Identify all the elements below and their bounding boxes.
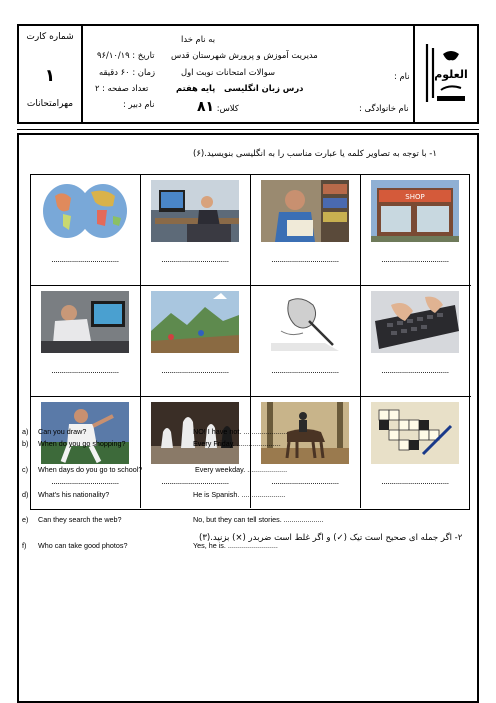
item-letter: a) <box>22 427 29 436</box>
question-1-title: ۱- با توجه به تصاویر کلمه یا عبارت مناسب را به انگلیسی بنویسید.(۶) <box>193 149 437 159</box>
picture-cell <box>141 286 251 397</box>
class-field <box>197 99 239 115</box>
item-question: When days do you go to school? <box>38 465 143 474</box>
item-letter: d) <box>22 490 29 499</box>
logo-box <box>413 26 477 122</box>
student-name-field: نام : <box>394 71 410 81</box>
answer-blank[interactable]: ................................. <box>161 477 229 486</box>
header-divider <box>17 129 479 130</box>
item-answer[interactable]: He is Spanish. ...................... <box>193 490 286 499</box>
travel-landscape-image <box>151 291 239 353</box>
school-logo-icon <box>421 38 471 110</box>
hands-typing-keyboard-image <box>371 291 459 353</box>
item-answer[interactable]: NO! I have not. ...................... <box>193 427 288 436</box>
item-letter: c) <box>22 465 28 474</box>
subject-grade <box>176 83 304 93</box>
item-answer[interactable]: Every weekday. .................... <box>195 465 288 474</box>
answer-blank[interactable]: ................................. <box>381 255 449 264</box>
item-letter: b) <box>22 439 29 448</box>
grade-name: پایه هفتم <box>176 83 216 93</box>
answer-blank[interactable]: ................................. <box>381 366 449 375</box>
item-answer[interactable]: Yes, he is. ......................... <box>193 541 278 550</box>
answer-blank[interactable]: ................................. <box>271 255 339 264</box>
exam-header <box>17 24 479 124</box>
card-number-box <box>19 26 83 122</box>
answer-blank[interactable]: ................................. <box>271 366 339 375</box>
question-2-title: ۲- اگر جمله ای صحیح است تیک (✓) و اگر غلط است ضربدر (×) بزنید.(۳) <box>199 533 463 543</box>
card-number: ۱ <box>44 66 56 86</box>
picture-grid <box>30 174 470 510</box>
teacher-name-field: نام دبیر : <box>123 99 155 109</box>
exam-date: تاریخ : ۹۶/۱۰/۱۹ <box>97 50 155 60</box>
picture-cell <box>361 397 471 508</box>
shop-sign-text: SHOP <box>405 193 425 201</box>
family-name-field: نام خانوادگی : <box>359 103 409 113</box>
answer-blank[interactable]: ................................. <box>51 366 119 375</box>
picture-cell <box>31 286 141 397</box>
answer-blank[interactable]: ................................. <box>161 255 229 264</box>
boy-reading-book-image <box>261 180 349 242</box>
logo-lettering: العلوم <box>434 68 468 81</box>
answer-blank[interactable]: ................................. <box>51 255 119 264</box>
item-question: Can you draw? <box>38 427 87 436</box>
picture-cell <box>31 175 141 286</box>
world-map-image <box>41 180 129 242</box>
item-letter: f) <box>22 541 27 550</box>
answer-blank[interactable]: ................................. <box>51 477 119 486</box>
item-question: Who can take good photos? <box>38 541 128 550</box>
picture-cell <box>251 175 361 286</box>
picture-cell <box>361 286 471 397</box>
item-answer[interactable]: No, but they can tell stories. .................... <box>193 515 324 524</box>
answer-blank[interactable]: ................................. <box>381 477 449 486</box>
answer-blank[interactable]: ................................. <box>271 477 339 486</box>
class-label: کلاس: <box>216 103 239 113</box>
item-answer[interactable]: Every Friday. ...................... <box>193 439 281 448</box>
answer-blank[interactable]: ................................. <box>161 366 229 375</box>
man-at-computer-image <box>151 180 239 242</box>
picture-cell <box>251 286 361 397</box>
card-number-label: شماره کارت <box>26 32 74 42</box>
exam-time: زمان : ۶۰ دقیقه <box>99 67 156 77</box>
item-question: When do you go shopping? <box>38 439 126 448</box>
exam-seal-label: مهرامتحانات <box>26 99 74 109</box>
questions-box <box>17 133 479 703</box>
item-question: Can they search the web? <box>38 515 122 524</box>
item-question: What's his nationality? <box>38 490 110 499</box>
crossword-puzzle-image <box>371 402 459 464</box>
exam-type: سوالات امتحانات نوبت اول <box>181 67 276 77</box>
man-relaxing-at-computer-image <box>41 291 129 353</box>
page-count: تعداد صفحه : ۲ <box>95 83 149 93</box>
shop-front-image <box>371 180 459 242</box>
hand-writing-image <box>261 291 349 353</box>
department-name: مدیریت آموزش و پرورش شهرستان قدس <box>171 50 318 60</box>
item-letter: e) <box>22 515 29 524</box>
picture-cell <box>361 175 471 286</box>
picture-cell <box>141 175 251 286</box>
class-number: ۸۱ <box>197 99 215 115</box>
basmala: به نام خدا <box>181 34 216 44</box>
subject-name: درس زبان انگلیسی <box>224 83 304 93</box>
